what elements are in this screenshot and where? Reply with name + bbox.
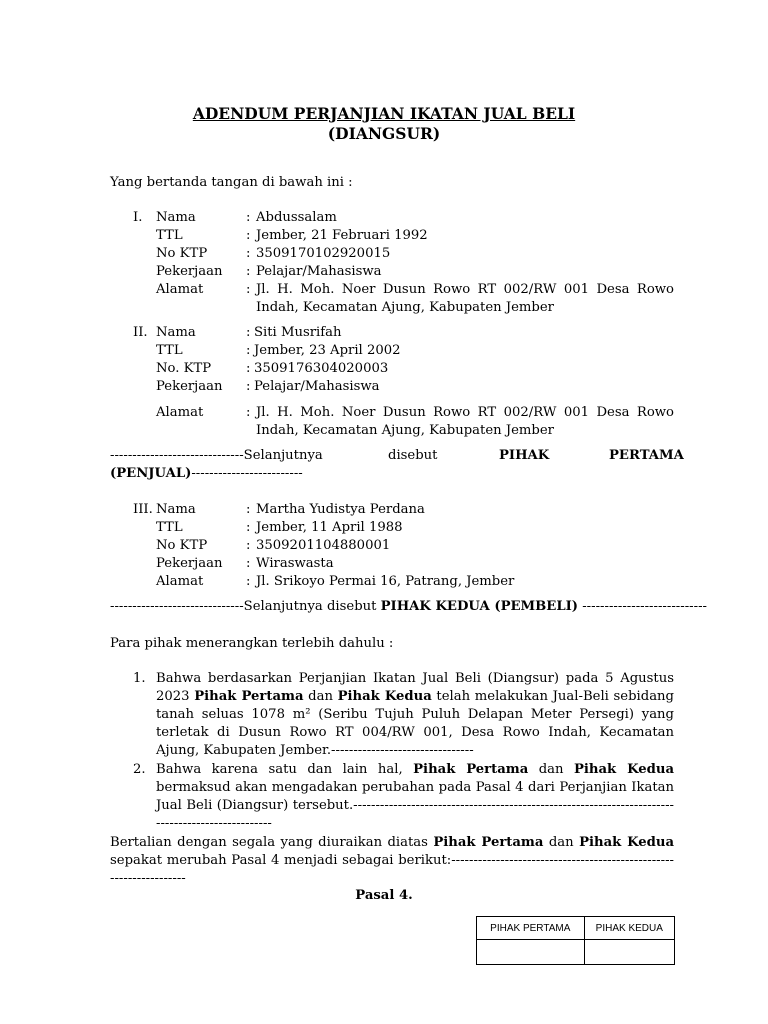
pihak-kedua-ref: Pihak Kedua: [579, 835, 674, 850]
colon: :: [246, 282, 251, 297]
colon: :: [246, 379, 251, 394]
colon: :: [246, 325, 251, 340]
preamble-intro: Para pihak menerangkan terlebih dahulu :: [110, 636, 394, 651]
col-pihak-pertama: PIHAK PERTAMA: [477, 917, 585, 940]
document-subtitle: (DIANGSUR): [327, 124, 441, 143]
pasal-heading: Pasal 4.: [355, 888, 413, 903]
separator-pihak: PIHAK: [499, 448, 550, 463]
label-pekerjaan: Pekerjaan: [156, 264, 223, 279]
value-pekerjaan: Pelajar/Mahasiswa: [254, 379, 380, 394]
pihak-kedua-ref: Pihak Kedua: [337, 689, 432, 704]
label-ktp: No. KTP: [156, 361, 212, 376]
colon: :: [246, 556, 251, 571]
label-nama: Nama: [156, 210, 196, 225]
closing-text: sepakat merubah Pasal 4 menjadi sebagai berikut:-------------------------------------------------------------------: [110, 853, 674, 886]
colon: :: [246, 538, 251, 553]
value-alamat: Jl. H. Moh. Noer Dusun Rowo RT 002/RW 001 Desa Rowo Indah, Kecamatan Ajung, Kabupaten Jember: [256, 405, 674, 438]
role-penjual: (PENJUAL): [110, 466, 192, 481]
value-ttl: Jember, 21 Februari 1992: [256, 228, 428, 243]
value-nama: Siti Musrifah: [254, 325, 342, 340]
separator-penjual-line: [110, 465, 303, 483]
recital-text: Bahwa berdasarkan Perjanjian Ikatan Jual Beli (Diangsur) pada 5 Agustus 2023: [156, 671, 674, 704]
label-nama: Nama: [156, 325, 196, 340]
label-alamat: Alamat: [156, 574, 204, 589]
label-ttl: TTL: [156, 228, 183, 243]
colon: :: [246, 210, 251, 225]
signature-cell-pertama: [477, 940, 585, 965]
recital-text: dan: [528, 762, 574, 777]
label-nama: Nama: [156, 502, 196, 517]
role-pembeli: PIHAK KEDUA (PEMBELI): [380, 599, 579, 614]
label-ttl: TTL: [156, 343, 183, 358]
pihak-pertama-ref: Pihak Pertama: [194, 689, 304, 704]
separator-disebut: disebut: [388, 448, 438, 463]
pihak-pertama-ref: Pihak Pertama: [433, 835, 544, 850]
party-number: III.: [133, 502, 153, 517]
value-ktp: 3509170102920015: [256, 246, 391, 261]
signature-cell-kedua: [584, 940, 674, 965]
label-ttl: TTL: [156, 520, 183, 535]
colon: :: [246, 405, 251, 420]
recital-item-1: [156, 670, 674, 760]
colon: :: [246, 246, 251, 261]
colon: :: [246, 228, 251, 243]
recital-item-2: [156, 761, 674, 831]
colon: :: [246, 361, 251, 376]
intro-text: Yang bertanda tangan di bawah ini :: [110, 175, 353, 190]
separator-pihak-kedua: [110, 598, 707, 616]
value-pekerjaan: Pelajar/Mahasiswa: [256, 264, 382, 279]
recital-text: Bahwa karena satu dan lain hal,: [156, 762, 414, 777]
label-pekerjaan: Pekerjaan: [156, 379, 223, 394]
value-alamat: Jl. H. Moh. Noer Dusun Rowo RT 002/RW 001 Desa Rowo Indah, Kecamatan Ajung, Kabupaten Jember: [256, 282, 674, 315]
colon: :: [246, 520, 251, 535]
label-alamat: Alamat: [156, 282, 204, 297]
value-ttl: Jember, 23 April 2002: [254, 343, 401, 358]
recital-text: telah melakukan Jual-Beli sebidang tanah seluas 1078 m² (Seribu Tujuh Puluh Delapan Meter Persegi) yang terletak di Dusun Rowo RT 004/RW 001, Desa Rowo Indah, Kecamatan Ajung, Kabupaten Jember.--------------------------------: [156, 689, 674, 758]
colon: :: [246, 343, 251, 358]
separator-pre: ------------------------------Selanjutnya disebut: [110, 599, 381, 614]
item-number: 1.: [133, 671, 146, 686]
label-ktp: No KTP: [156, 538, 208, 553]
recital-text: dan: [303, 689, 338, 704]
value-pekerjaan: Wiraswasta: [256, 556, 334, 571]
separator-dashes: ------------------------------Selanjutnya: [110, 448, 323, 463]
item-number: 2.: [133, 762, 146, 777]
closing-paragraph: [110, 834, 674, 886]
value-ktp: 3509201104880001: [256, 538, 391, 553]
value-nama: Martha Yudistya Perdana: [256, 502, 425, 517]
colon: :: [246, 574, 251, 589]
value-nama: Abdussalam: [256, 210, 337, 225]
party-number: II.: [133, 325, 148, 340]
closing-text: dan: [543, 835, 580, 850]
separator-post: ----------------------------: [578, 599, 707, 614]
value-ktp: 3509176304020003: [254, 361, 389, 376]
colon: :: [246, 502, 251, 517]
document-title: ADENDUM PERJANJIAN IKATAN JUAL BELI: [192, 104, 576, 123]
signature-table: [476, 916, 675, 965]
table-header-row: [477, 917, 675, 940]
value-alamat: Jl. Srikoyo Permai 16, Patrang, Jember: [256, 574, 515, 589]
separator-pertama: PERTAMA: [609, 448, 684, 463]
pihak-pertama-ref: Pihak Pertama: [413, 762, 529, 777]
recital-text: bermaksud akan mengadakan perubahan pada Pasal 4 dari Perjanjian Ikatan Jual Beli (Diangsur) tersebut.--------------------------------------------------------------------------------------------------: [156, 780, 674, 831]
separator-tail: -------------------------: [191, 466, 303, 481]
pihak-kedua-ref: Pihak Kedua: [574, 762, 674, 777]
party-number: I.: [133, 210, 143, 225]
label-ktp: No KTP: [156, 246, 208, 261]
label-pekerjaan: Pekerjaan: [156, 556, 223, 571]
table-row: [477, 940, 675, 965]
value-ttl: Jember, 11 April 1988: [256, 520, 403, 535]
label-alamat: Alamat: [156, 405, 204, 420]
colon: :: [246, 264, 251, 279]
col-pihak-kedua: PIHAK KEDUA: [584, 917, 674, 940]
closing-text: Bertalian dengan segala yang diuraikan diatas: [110, 835, 434, 850]
